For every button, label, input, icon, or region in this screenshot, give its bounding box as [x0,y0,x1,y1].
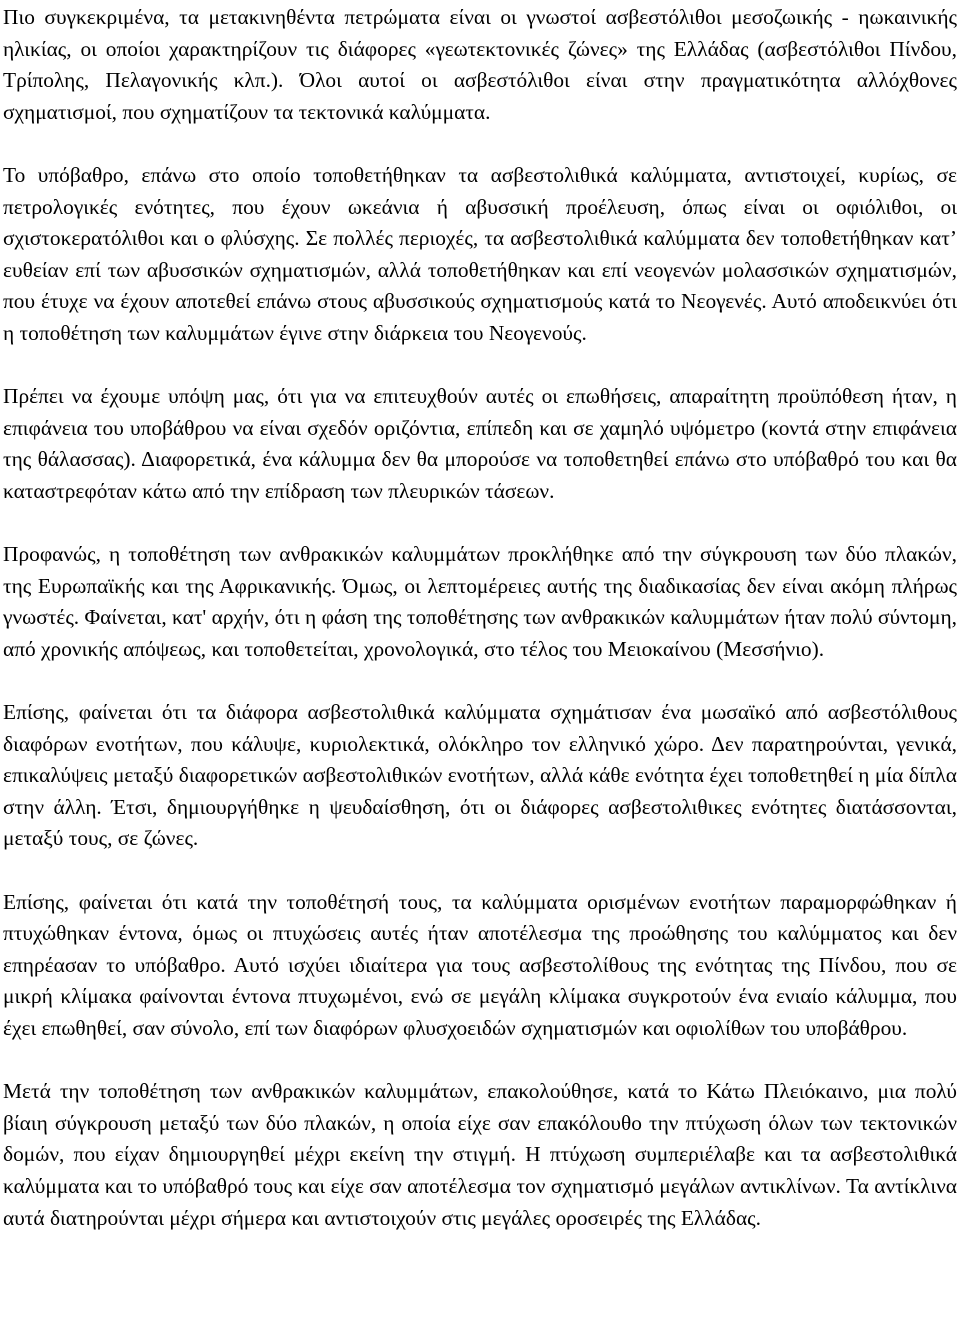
paragraph-moved-rocks: Πιο συγκεκριμένα, τα μετακινηθέντα πετρώματα είναι οι γνωστοί ασβεστόλιθοι μεσοζωικής - ηωκαινικής ηλικίας, οι οποίοι χαρακτηρίζουν τις διάφορες «γεωτεκτονικές ζώνες» της Ελλάδας (ασβεστόλιθοι Πίνδου, Τρίπολης, Πελαγονικής κλπ.). Όλοι αυτοί οι ασβεστόλιθοι είναι στην πραγματικότητα αλλόχθονες σχηματισμοί, που σχηματίζουν τα τεκτονικά καλύμματα. [3,5,957,124]
paragraph-mosaic: Επίσης, φαίνεται ότι τα διάφορα ασβεστολιθικά καλύμματα σχημάτισαν ένα μωσαϊκό από ασβεστόλιθους διαφόρων ενοτήτων, που κάλυψε, κυριολεκτικά, ολόκληρο τον ελληνικό χώρο. Δεν παρατηρούνται, γενικά, επικαλύψεις μεταξύ διαφορετικών ασβεστολιθικών ενοτήτων, αλλά κάθε ενότητα έχει τοποθετηθεί η μία δίπλα στην άλλη. Έτσι, δημιουργήθηκε η ψευδαίσθηση, ότι οι διάφορες ασβεστολιθικες ενότητες διατάσσονται, μεταξύ τους, σε ζώνες. [3,700,957,851]
paragraph-thrust-conditions: Πρέπει να έχουμε υπόψη μας, ότι για να επιτευχθούν αυτές οι επωθήσεις, απαραίτητη προϋπόθεση ήταν, η επιφάνεια του υποβάθρου να είναι σχεδόν οριζόντια, επίπεδη και σε χαμηλό υψόμετρο (κοντά στην επιφάνεια της θάλασσας). Διαφορετικά, ένα κάλυμμα δεν θα μπορούσε να τοποθετηθεί επάνω στο υπόβαθρό του και θα καταστρεφόταν κάτω από την επίδραση των πλευρικών τάσεων. [3,384,957,503]
paragraph-plate-collision: Προφανώς, η τοποθέτηση των ανθρακικών καλυμμάτων προκλήθηκε από την σύγκρουση των δύο πλακών, της Ευρωπαϊκής και της Αφρικανικής. Όμως, οι λεπτομέρειες αυτής της διαδικασίας δεν είναι ακόμη πλήρως γνωστές. Φαίνεται, κατ' αρχήν, ότι η φάση της τοποθέτησης των ανθρακικών καλυμμάτων ήταν πολύ σύντομη, από χρονικής απόψεως, και τοποθετείται, χρονολογικά, στο τέλος του Μειοκαίνου (Μεσσήνιο). [3,542,957,661]
paragraph-basement: Το υπόβαθρο, επάνω στο οποίο τοποθετήθηκαν τα ασβεστολιθικά καλύμματα, αντιστοιχεί, κυρίως, σε πετρολογικές ενότητες, που έχουν ωκεάνια ή αβυσσική προέλευση, όπως είναι οι οφιόλιθοι, οι σχιστοκερατόλιθοι και ο φλύσχης. Σε πολλές περιοχές, τα ασβεστολιθικά καλύμματα δεν τοποθετήθηκαν κατ’ ευθείαν επί των αβυσσικών σχηματισμών, αλλά τοποθετήθηκαν και επί νεογενών μολασσικών σχηματισμών, που έτυχε να έχουν αποτεθεί επάνω στους αβυσσικούς σχηματισμούς κατά το Νεογενές. Αυτό αποδεικνύει ότι η τοποθέτηση των καλυμμάτων έγινε στην διάρκεια του Νεογενούς. [3,162,957,345]
paragraph-pliocene-collision: Μετά την τοποθέτηση των ανθρακικών καλυμμάτων, επακολούθησε, κατά το Κάτω Πλειόκαινο, μια πολύ βίαιη σύγκρουση μεταξύ των δύο πλακών, η οποία είχε σαν επακόλουθο την πτύχωση όλων των τεκτονικών δομών, που είχαν δημιουργηθεί μέχρι εκείνη την στιγμή. Η πτύχωση συμπεριέλαβε και τα ασβεστολιθικά καλύμματα και το υπόβαθρό τους και είχε σαν αποτέλεσμα τον σχηματισμό μεγάλων αντικλίνων. Τα αντίκλινα αυτά διατηρούνται μέχρι σήμερα και αντιστοιχούν στις μεγάλες οροσειρές της Ελλάδας. [3,1079,957,1230]
paragraph-folding: Επίσης, φαίνεται ότι κατά την τοποθέτησή τους, τα καλύμματα ορισμένων ενοτήτων παραμορφώθηκαν ή πτυχώθηκαν έντονα, όμως οι πτυχώσεις αυτές ήταν αποτέλεσμα της προώθησης του καλύμματος και δεν επηρέασαν το υπόβαθρο. Αυτό ισχύει ιδιαίτερα για τους ασβεστολίθους της ενότητας της Πίνδου, που σε μικρή κλίμακα φαίνονται έντονα πτυχωμένοι, ενώ σε μεγάλη κλίμακα συγκροτούν ένα ενιαίο κάλυμμα, που έχει επωθηθεί, σαν σύνολο, επί των διαφόρων φλυσχοειδών σχηματισμών και οφιολίθων του υποβάθρου. [3,889,957,1040]
